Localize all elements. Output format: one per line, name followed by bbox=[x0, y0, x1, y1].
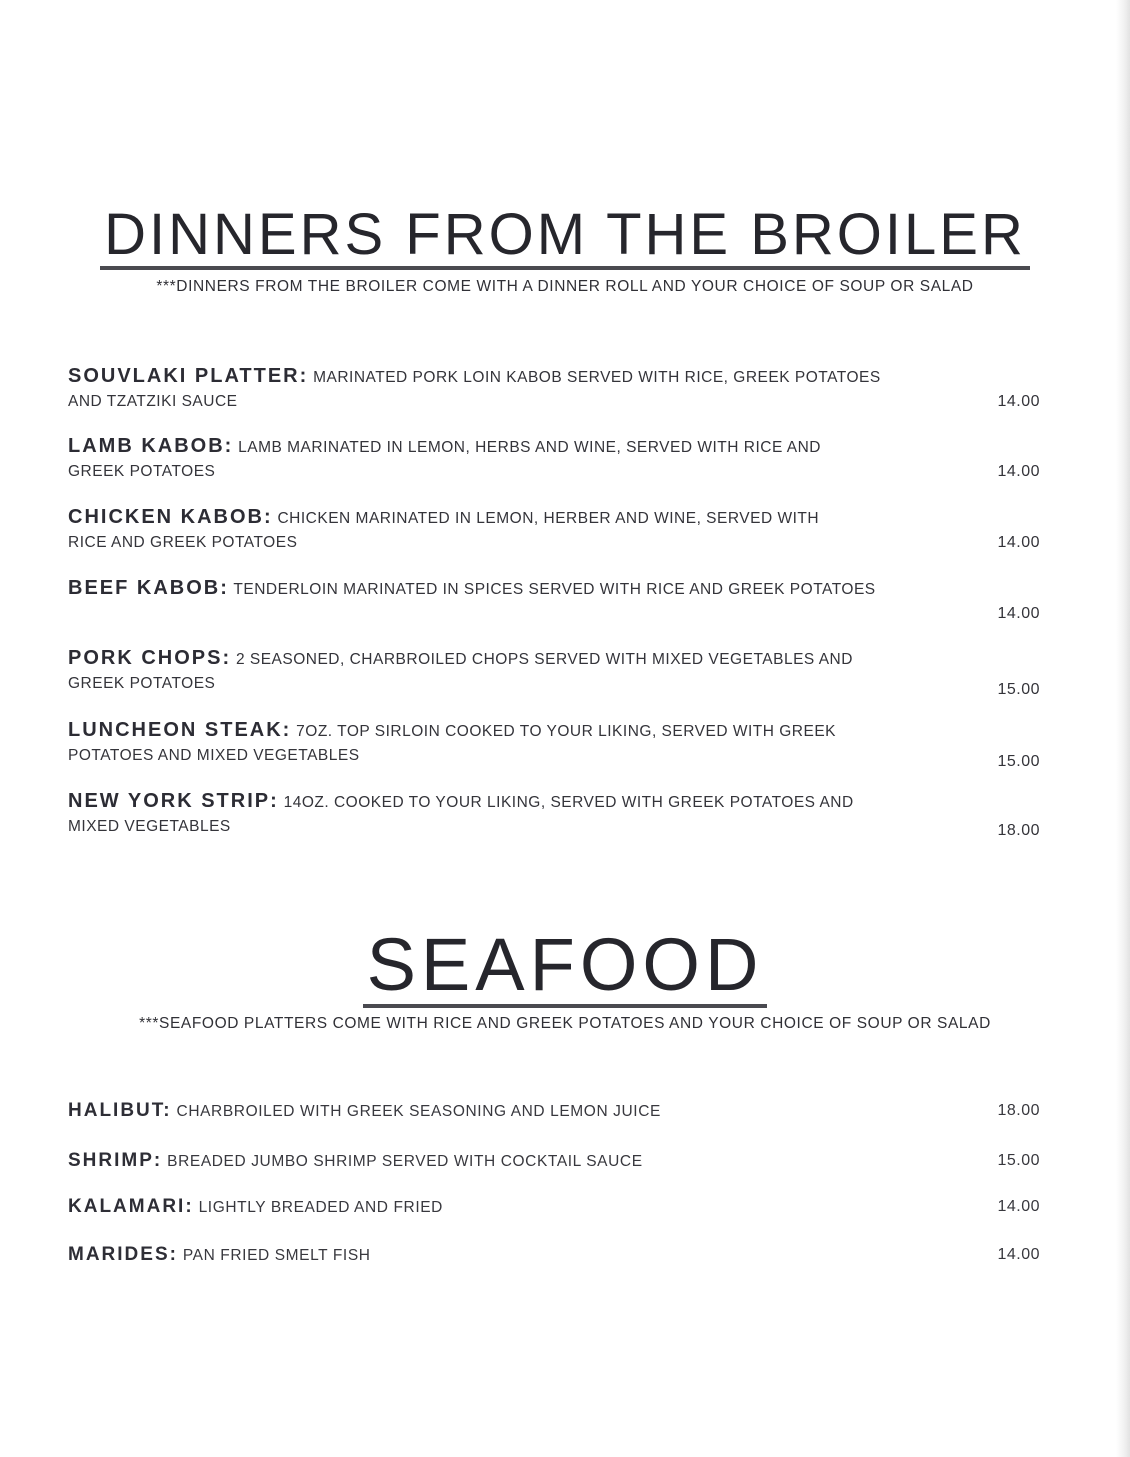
item-name: KALAMARI: bbox=[68, 1196, 194, 1217]
item-description-cont: AND TZATZIKI SAUCE bbox=[68, 393, 238, 410]
menu-item-souvlaki-platter bbox=[68, 364, 1040, 414]
menu-item-shrimp bbox=[68, 1148, 1040, 1178]
item-price: 15.00 bbox=[997, 753, 1040, 770]
item-price: 14.00 bbox=[997, 1198, 1040, 1215]
item-description-cont: RICE AND GREEK POTATOES bbox=[68, 534, 298, 551]
item-description: MARINATED PORK LOIN KABOB SERVED WITH RICE, GREEK POTATOES bbox=[313, 369, 881, 386]
menu-item-new-york-strip bbox=[68, 789, 1040, 843]
seafood-section-title bbox=[0, 923, 1130, 1008]
item-description: 7OZ. TOP SIRLOIN COOKED TO YOUR LIKING, SERVED WITH GREEK bbox=[296, 723, 836, 740]
item-price: 14.00 bbox=[997, 393, 1040, 410]
item-description-cont: POTATOES AND MIXED VEGETABLES bbox=[68, 747, 360, 764]
seafood-note: ***SEAFOOD PLATTERS COME WITH RICE AND GREEK POTATOES AND YOUR CHOICE OF SOUP OR SALAD bbox=[139, 1015, 991, 1032]
menu-item-chicken-kabob bbox=[68, 505, 1040, 555]
item-description-cont: GREEK POTATOES bbox=[68, 463, 216, 480]
item-name: CHICKEN KABOB: bbox=[68, 506, 273, 528]
item-price: 14.00 bbox=[997, 1246, 1040, 1263]
item-name: NEW YORK STRIP: bbox=[68, 790, 279, 812]
item-description: PAN FRIED SMELT FISH bbox=[182, 1247, 371, 1264]
item-price: 14.00 bbox=[997, 605, 1040, 622]
item-description: LAMB MARINATED IN LEMON, HERBS AND WINE, SERVED WITH RICE AND bbox=[238, 439, 821, 456]
item-price: 15.00 bbox=[997, 1152, 1040, 1169]
menu-item-marides bbox=[68, 1242, 1040, 1272]
item-description: 14OZ. COOKED TO YOUR LIKING, SERVED WITH GREEK POTATOES AND bbox=[283, 794, 854, 811]
menu-item-lamb-kabob bbox=[68, 434, 1040, 484]
item-description-cont: GREEK POTATOES bbox=[68, 675, 216, 692]
item-name: MARIDES: bbox=[68, 1244, 178, 1265]
item-name: LAMB KABOB: bbox=[68, 435, 234, 457]
menu-item-kalamari bbox=[68, 1194, 1040, 1224]
menu-item-beef-kabob bbox=[68, 576, 1040, 626]
page-edge-shadow bbox=[1116, 0, 1130, 1457]
item-description: LIGHTLY BREADED AND FRIED bbox=[198, 1199, 443, 1216]
broiler-note: ***DINNERS FROM THE BROILER COME WITH A DINNER ROLL AND YOUR CHOICE OF SOUP OR SALAD bbox=[156, 278, 974, 295]
item-price: 15.00 bbox=[997, 681, 1040, 698]
item-price: 14.00 bbox=[997, 463, 1040, 480]
menu-item-pork-chops bbox=[68, 646, 1040, 700]
item-description: CHICKEN MARINATED IN LEMON, HERBER AND WINE, SERVED WITH bbox=[277, 510, 820, 527]
broiler-title-text: DINNERS FROM THE BROILER bbox=[100, 206, 1030, 270]
item-price: 18.00 bbox=[997, 1102, 1040, 1119]
seafood-title-text: SEAFOOD bbox=[363, 928, 768, 1008]
item-name: HALIBUT: bbox=[68, 1100, 172, 1121]
item-description: TENDERLOIN MARINATED IN SPICES SERVED WITH RICE AND GREEK POTATOES bbox=[233, 581, 876, 598]
item-description-cont: MIXED VEGETABLES bbox=[68, 818, 231, 835]
item-name: LUNCHEON STEAK: bbox=[68, 719, 292, 741]
item-name: SOUVLAKI PLATTER: bbox=[68, 365, 309, 387]
item-name: SHRIMP: bbox=[68, 1150, 163, 1171]
item-description: BREADED JUMBO SHRIMP SERVED WITH COCKTAIL SAUCE bbox=[167, 1153, 643, 1170]
menu-item-luncheon-steak bbox=[68, 718, 1040, 772]
menu-item-halibut bbox=[68, 1098, 1040, 1128]
item-price: 18.00 bbox=[997, 822, 1040, 839]
item-price: 14.00 bbox=[997, 534, 1040, 551]
item-name: PORK CHOPS: bbox=[68, 647, 232, 669]
broiler-section-title bbox=[0, 202, 1130, 270]
item-name: BEEF KABOB: bbox=[68, 577, 229, 599]
item-description: CHARBROILED WITH GREEK SEASONING AND LEMON JUICE bbox=[176, 1103, 661, 1120]
item-description: 2 SEASONED, CHARBROILED CHOPS SERVED WITH MIXED VEGETABLES AND bbox=[235, 651, 853, 668]
